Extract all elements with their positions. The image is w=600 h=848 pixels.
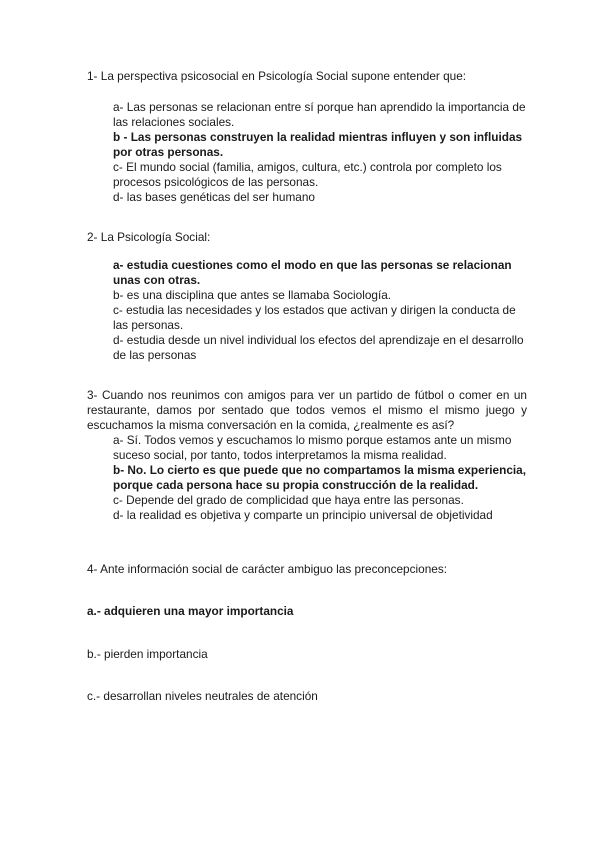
q3-option-c: c- Depende del grado de complicidad que haya entre las personas. bbox=[113, 493, 464, 507]
q1-option-b: b - Las personas construyen la realidad mientras influyen y son influidas por otras personas. bbox=[113, 130, 523, 159]
question-3-options bbox=[87, 433, 527, 523]
q1-option-a: a- Las personas se relacionan entre sí porque han aprendido la importancia de las relaciones sociales. bbox=[113, 100, 526, 129]
q2-option-d: d- estudia desde un nivel individual los efectos del aprendizaje en el desarrollo de las personas bbox=[113, 333, 524, 362]
question-2-options bbox=[87, 258, 527, 363]
question-2-text: 2- La Psicología Social: bbox=[87, 230, 211, 244]
question-1-text: 1- La perspectiva psicosocial en Psicología Social supone entender que: bbox=[87, 69, 467, 83]
q2-option-a: a- estudia cuestiones como el modo en que las personas se relacionan unas con otras. bbox=[113, 258, 512, 287]
q1-option-d: d- las bases genéticas del ser humano bbox=[113, 190, 315, 204]
question-2 bbox=[87, 230, 527, 363]
q2-option-c: c- estudia las necesidades y los estados que activan y dirigen la conducta de las personas. bbox=[113, 303, 516, 332]
q4-option-a: a.- adquieren una mayor importancia bbox=[87, 604, 294, 618]
q4-option-b: b.- pierden importancia bbox=[87, 647, 208, 661]
q3-option-d: d- la realidad es objetiva y comparte un principio universal de objetividad bbox=[113, 508, 493, 522]
question-4-text: 4- Ante información social de carácter ambiguo las preconcepciones: bbox=[87, 562, 448, 576]
question-1 bbox=[87, 69, 527, 205]
q4-option-c: c.- desarrollan niveles neutrales de atención bbox=[87, 689, 318, 703]
q3-option-a: a- Sí. Todos vemos y escuchamos lo mismo porque estamos ante un mismo suceso social, por tanto, todos interpretamos la misma realidad. bbox=[113, 433, 512, 462]
question-3 bbox=[87, 388, 527, 523]
question-1-options bbox=[87, 100, 527, 205]
q2-option-b: b- es una disciplina que antes se llamaba Sociología. bbox=[113, 288, 392, 302]
question-3-text: 3- Cuando nos reunimos con amigos para ver un partido de fútbol o comer en un restaurante, damos por sentado que todos vemos el mismo el mismo juego y escuchamos la misma conversación en la comida, ¿realmente es así? bbox=[87, 388, 527, 432]
question-4 bbox=[87, 562, 527, 577]
q1-option-c: c- El mundo social (familia, amigos, cultura, etc.) controla por completo los procesos psicológicos de las personas. bbox=[113, 160, 502, 189]
q3-option-b: b- No. Lo cierto es que puede que no compartamos la misma experiencia, porque cada persona hace su propia construcción de la realidad. bbox=[113, 463, 527, 492]
